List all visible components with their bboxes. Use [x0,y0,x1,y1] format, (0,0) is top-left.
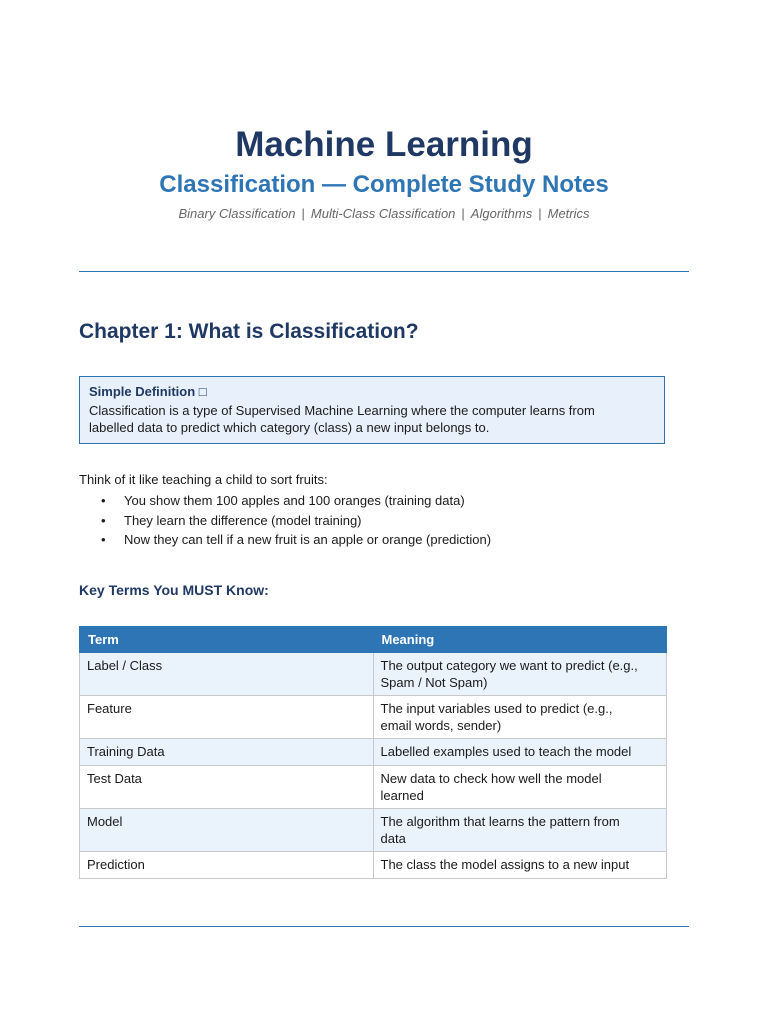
bottom-divider [79,926,689,927]
list-item-text: Now they can tell if a new fruit is an apple or orange (prediction) [124,532,492,547]
key-terms-heading: Key Terms You MUST Know: [79,582,269,598]
definition-line: labelled data to predict which category (class) a new input belongs to. [89,420,490,435]
topic-separator: | [461,206,465,221]
meaning-line: Labelled examples used to teach the model [380,744,632,759]
column-header-meaning: Meaning [373,627,667,653]
list-item [79,491,491,511]
bullet-icon: • [101,493,106,508]
meaning-cell [373,766,667,809]
table-row [80,696,667,739]
meaning-line: The class the model assigns to a new input [380,857,630,872]
intro-text: Think of it like teaching a child to sort fruits: [79,472,328,487]
topic-separator: | [301,206,305,221]
term-cell: Training Data [80,739,374,766]
meaning-line: data [380,831,406,846]
definition-body [89,402,655,436]
term-cell: Feature [80,696,374,739]
term-cell: Prediction [80,852,374,879]
bullet-icon: • [101,532,106,547]
topic-separator: | [538,206,542,221]
chapter-heading: Chapter 1: What is Classification? [79,320,419,343]
topic-algorithms: Algorithms [470,206,533,221]
table-header-row [80,627,667,653]
table-row [80,766,667,809]
list-item-text: You show them 100 apples and 100 oranges (training data) [124,493,465,508]
topics-line [0,205,768,223]
meaning-line: Spam / Not Spam) [380,675,488,690]
meaning-cell [373,809,667,852]
column-header-term: Term [80,627,374,653]
term-cell: Label / Class [80,653,374,696]
list-item [79,530,491,550]
topic-binary: Binary Classification [178,206,296,221]
definition-title: Simple Definition □ [89,384,207,399]
definition-line: Classification is a type of Supervised Machine Learning where the computer learns from [89,403,595,418]
meaning-line: New data to check how well the model [380,771,602,786]
meaning-cell [373,852,667,879]
bullet-icon: • [101,512,106,528]
meaning-line: email words, sender) [380,718,502,733]
top-divider [79,271,689,272]
topic-multiclass: Multi-Class Classification [310,206,456,221]
table-row [80,809,667,852]
meaning-cell [373,696,667,739]
list-item [79,511,491,531]
meaning-cell [373,653,667,696]
topic-metrics: Metrics [547,206,590,221]
meaning-line: The input variables used to predict (e.g., [380,701,613,716]
meaning-cell [373,739,667,766]
table-row [80,852,667,879]
meaning-line: learned [380,788,424,803]
page-subtitle: Classification — Complete Study Notes [159,171,609,198]
meaning-line: The algorithm that learns the pattern from [380,814,620,829]
definition-box [79,376,665,444]
key-terms-table [79,626,667,879]
term-cell: Model [80,809,374,852]
list-item-text: They learn the difference (model training) [124,512,362,528]
fruit-analogy-list [79,491,491,550]
table-row [80,653,667,696]
table-row [80,739,667,766]
term-cell: Test Data [80,766,374,809]
page-title: Machine Learning [235,125,533,164]
meaning-line: The output category we want to predict (e.g., [380,658,638,673]
